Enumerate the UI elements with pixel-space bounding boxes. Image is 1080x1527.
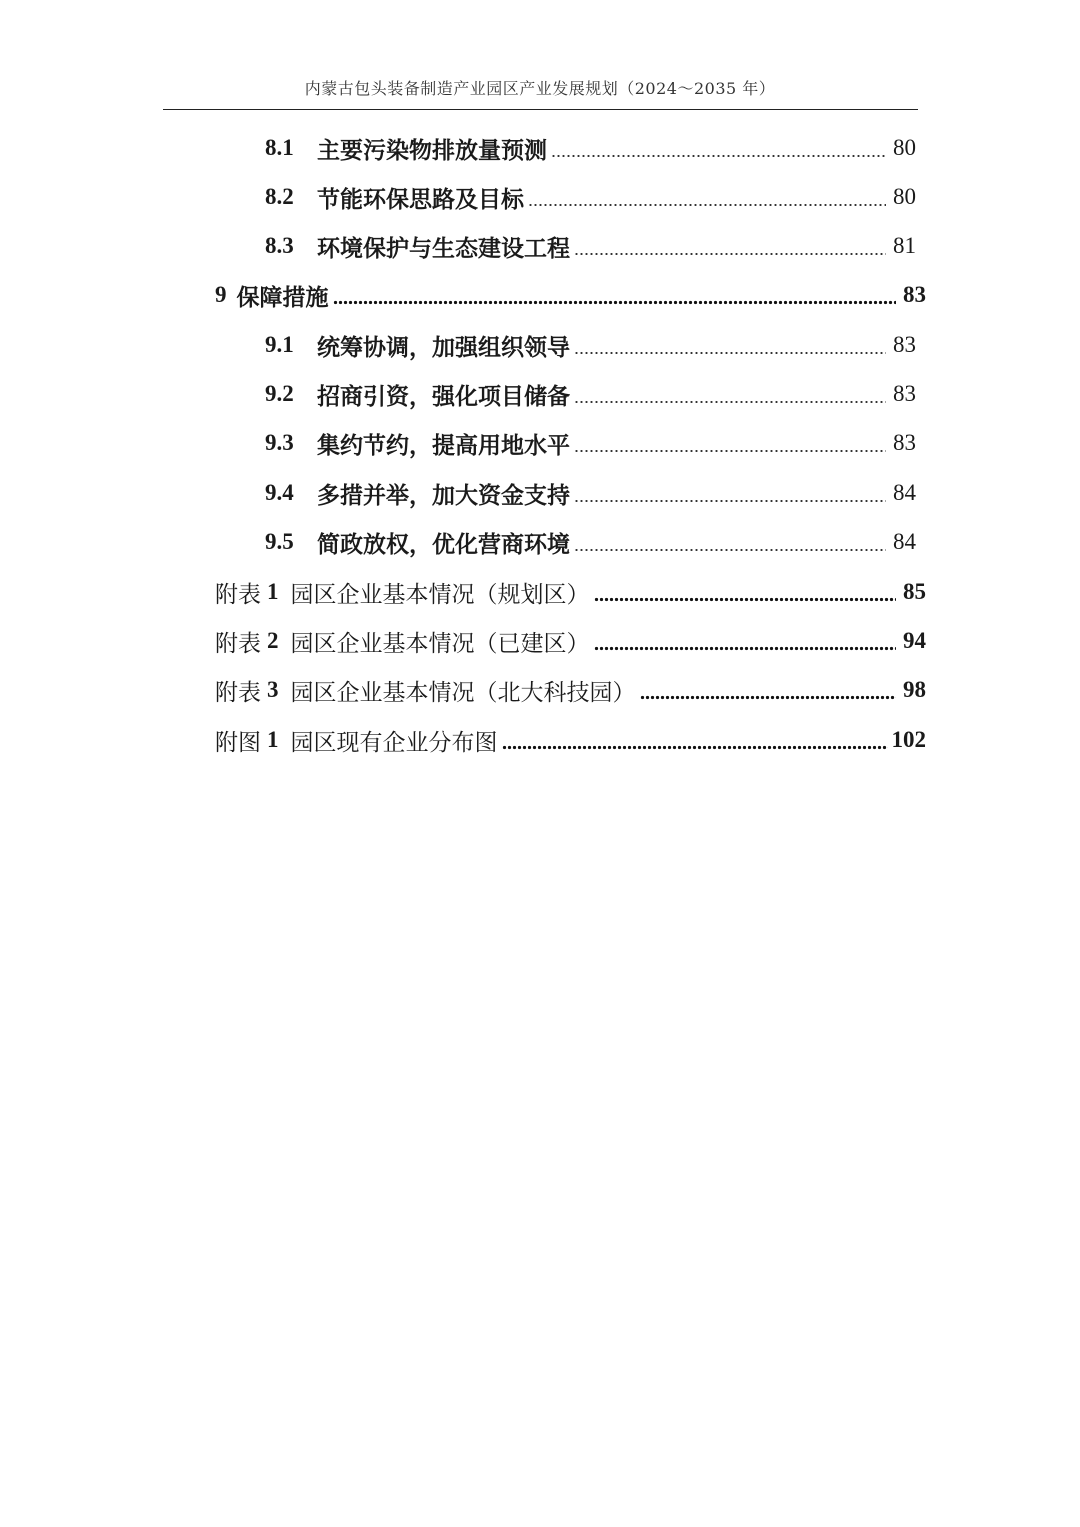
toc-entry-number: 8.1 xyxy=(265,135,294,160)
toc-entry-prefix: 附表 xyxy=(215,581,261,608)
dot-leader xyxy=(574,244,886,256)
toc-entry-number: 1 xyxy=(267,727,279,752)
toc-entry-number: 9.4 xyxy=(265,480,294,505)
toc-entry-number: 8.2 xyxy=(265,184,294,209)
toc-entry-number: 1 xyxy=(267,579,279,604)
toc-entry-prefix: 附图 xyxy=(215,729,261,756)
toc-entry-title: 集约节约，提高用地水平 xyxy=(317,432,570,459)
toc-entry-number: 9.5 xyxy=(265,529,294,554)
dot-leader xyxy=(502,738,888,750)
toc-entry-title: 环境保护与生态建设工程 xyxy=(317,235,570,262)
toc-entry-page: 98 xyxy=(903,677,926,702)
toc-entry-9-5[interactable] xyxy=(265,522,916,562)
toc-entry-page: 80 xyxy=(893,184,916,209)
toc-entry-number: 9 xyxy=(215,282,227,307)
toc-entry-9-1[interactable] xyxy=(265,325,916,365)
toc-entry-9-3[interactable] xyxy=(265,423,916,463)
toc-entry-number: 9.1 xyxy=(265,332,294,357)
toc-entry-page: 84 xyxy=(893,480,916,505)
dot-leader xyxy=(574,392,886,404)
dot-leader xyxy=(574,491,886,503)
toc-entry-title: 园区现有企业分布图 xyxy=(290,729,498,756)
dot-leader xyxy=(333,293,897,305)
running-header: 内蒙古包头装备制造产业园区产业发展规划（2024～2035 年） xyxy=(304,79,776,98)
dot-leader xyxy=(528,195,886,207)
toc-entry-title: 保障措施 xyxy=(236,284,329,311)
toc-entry-title: 多措并举，加大资金支持 xyxy=(317,482,570,509)
toc-entry-9-4[interactable] xyxy=(265,473,916,513)
toc-entry-number: 2 xyxy=(267,628,279,653)
toc-entry-page: 81 xyxy=(893,233,916,258)
toc-entry-page: 83 xyxy=(893,381,916,406)
toc-entry-number: 3 xyxy=(267,677,279,702)
toc-entry-appendix-table-3[interactable] xyxy=(215,670,926,710)
toc-entry-number: 8.3 xyxy=(265,233,294,258)
toc-entry-title: 园区企业基本情况（规划区） xyxy=(290,581,590,608)
toc-entry-title: 招商引资，强化项目储备 xyxy=(317,383,570,410)
toc-entry-page: 85 xyxy=(903,579,926,604)
toc-entry-title: 统筹协调，加强组织领导 xyxy=(317,334,570,361)
toc-entry-title: 园区企业基本情况（北大科技园） xyxy=(290,679,636,706)
header-divider xyxy=(163,109,918,110)
toc-entry-page: 102 xyxy=(891,727,926,752)
dot-leader xyxy=(551,146,886,158)
toc-entry-page: 83 xyxy=(903,282,926,307)
toc-entry-appendix-table-1[interactable] xyxy=(215,572,926,612)
toc-entry-9[interactable] xyxy=(215,275,926,315)
toc-entry-page: 94 xyxy=(903,628,926,653)
dot-leader xyxy=(574,343,886,355)
toc-entry-9-2[interactable] xyxy=(265,374,916,414)
toc-entry-8-2[interactable] xyxy=(265,177,916,217)
dot-leader xyxy=(594,639,897,651)
toc-entry-title: 简政放权，优化营商环境 xyxy=(317,531,570,558)
toc-entry-number: 9.2 xyxy=(265,381,294,406)
toc-entry-page: 83 xyxy=(893,430,916,455)
toc-entry-prefix: 附表 xyxy=(215,630,261,657)
toc-entry-title: 园区企业基本情况（已建区） xyxy=(290,630,590,657)
toc-entry-8-3[interactable] xyxy=(265,226,916,266)
toc-entry-page: 84 xyxy=(893,529,916,554)
toc-entry-page: 83 xyxy=(893,332,916,357)
dot-leader xyxy=(594,590,897,602)
toc-entry-appendix-figure-1[interactable] xyxy=(215,720,926,760)
toc-entry-title: 节能环保思路及目标 xyxy=(317,186,524,213)
dot-leader xyxy=(574,540,886,552)
toc-entry-number: 9.3 xyxy=(265,430,294,455)
toc-entry-prefix: 附表 xyxy=(215,679,261,706)
toc-entry-appendix-table-2[interactable] xyxy=(215,621,926,661)
toc-entry-page: 80 xyxy=(893,135,916,160)
dot-leader xyxy=(640,688,897,700)
dot-leader xyxy=(574,441,886,453)
toc-entry-8-1[interactable] xyxy=(265,128,916,168)
toc-entry-title: 主要污染物排放量预测 xyxy=(317,137,547,164)
